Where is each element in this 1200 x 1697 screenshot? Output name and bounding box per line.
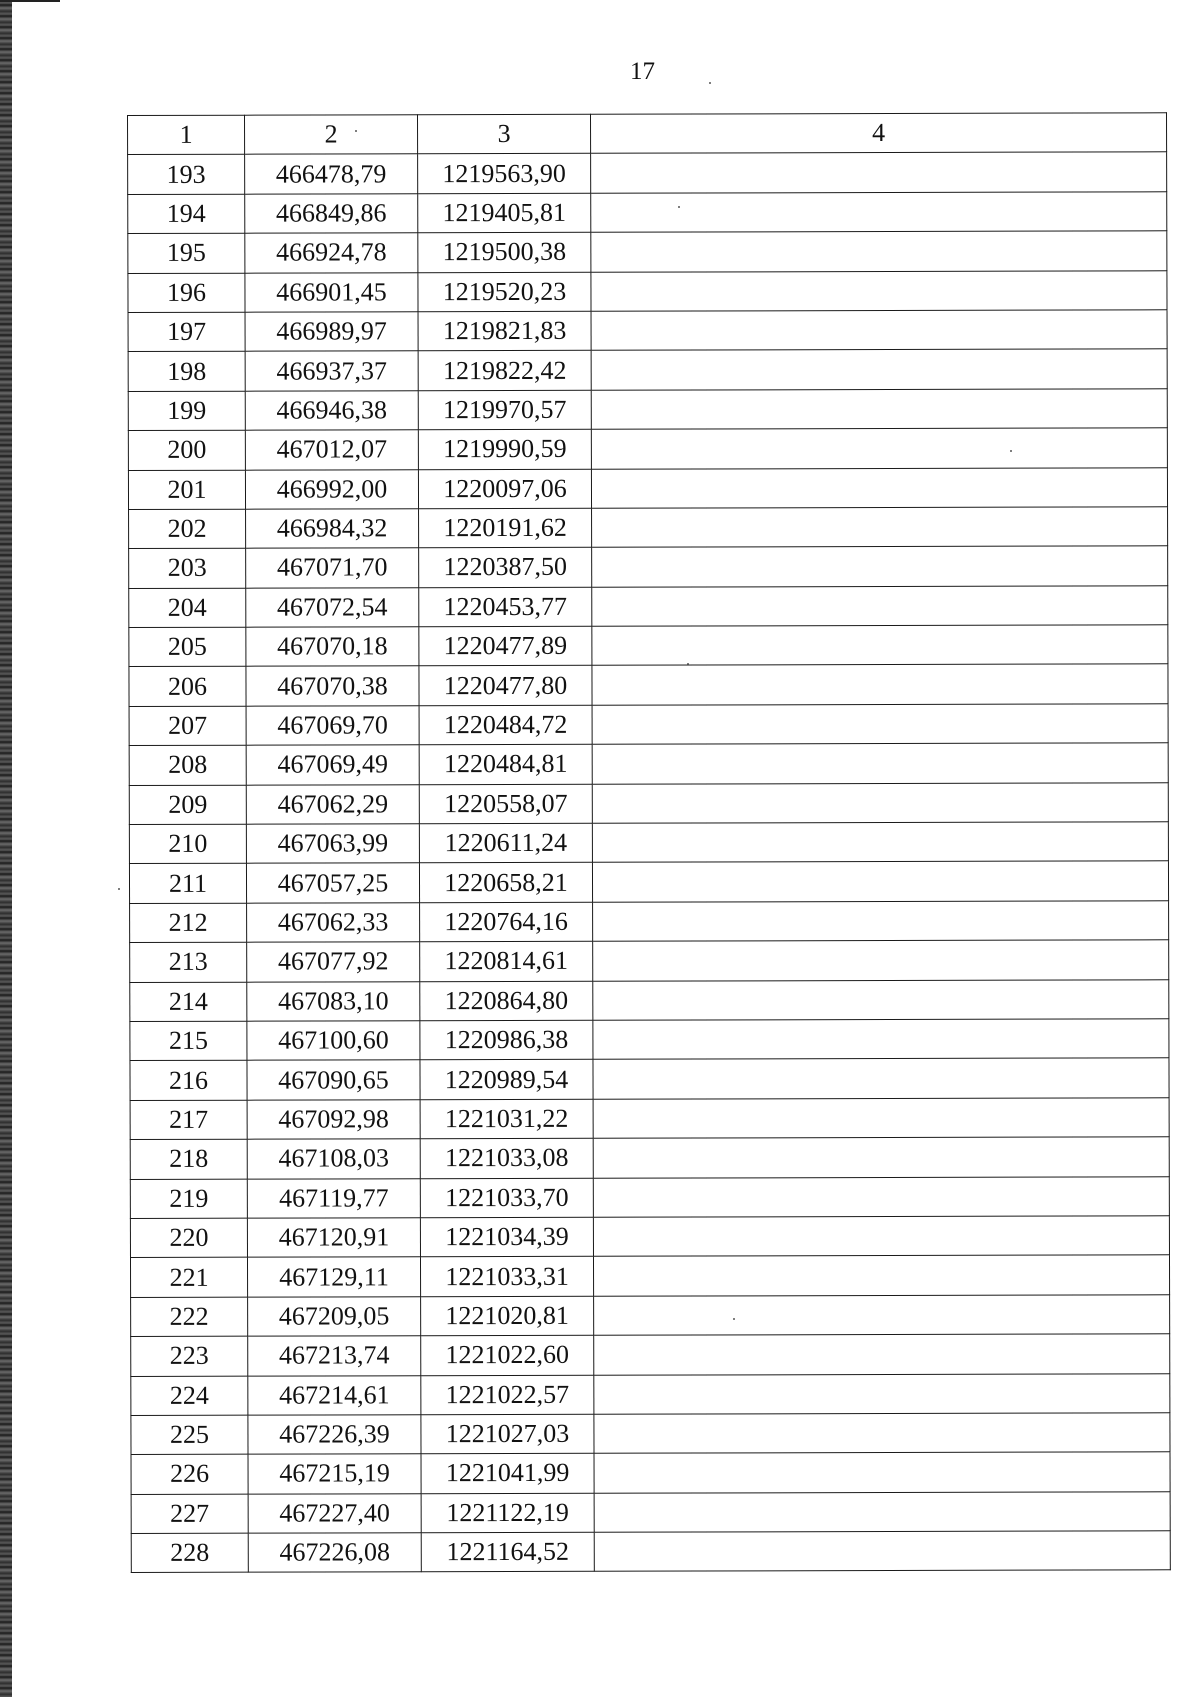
header-col-3: 3 bbox=[418, 114, 591, 154]
y-coordinate-cell: 1220453,77 bbox=[419, 587, 592, 627]
y-coordinate-cell: 1219520,23 bbox=[418, 272, 591, 312]
table-row bbox=[128, 310, 1167, 352]
y-coordinate-cell: 1220658,21 bbox=[419, 863, 592, 903]
table-row bbox=[130, 979, 1169, 1021]
point-number-cell: 196 bbox=[128, 273, 245, 313]
table-row bbox=[130, 1058, 1169, 1100]
point-number-cell: 198 bbox=[128, 352, 245, 392]
table-row bbox=[131, 1491, 1170, 1533]
point-number-cell: 203 bbox=[129, 548, 246, 588]
y-coordinate-cell: 1220477,80 bbox=[419, 666, 592, 706]
point-number-cell: 206 bbox=[129, 667, 246, 707]
table-row bbox=[131, 1413, 1170, 1455]
table-row bbox=[130, 1019, 1169, 1061]
y-coordinate-cell: 1219990,59 bbox=[418, 429, 591, 469]
scan-speck bbox=[678, 206, 680, 208]
note-cell bbox=[591, 467, 1167, 508]
y-coordinate-cell: 1221033,08 bbox=[420, 1138, 593, 1178]
point-number-cell: 222 bbox=[131, 1297, 248, 1337]
table-row bbox=[129, 625, 1168, 667]
point-number-cell: 210 bbox=[129, 824, 246, 864]
note-cell bbox=[594, 1452, 1170, 1493]
x-coordinate-cell: 467214,61 bbox=[248, 1375, 421, 1415]
point-number-cell: 208 bbox=[129, 745, 246, 785]
x-coordinate-cell: 466992,00 bbox=[245, 469, 418, 509]
point-number-cell: 220 bbox=[130, 1218, 247, 1258]
x-coordinate-cell: 467226,39 bbox=[248, 1415, 421, 1455]
note-cell bbox=[593, 940, 1169, 981]
x-coordinate-cell: 466849,86 bbox=[245, 194, 418, 234]
note-cell bbox=[592, 507, 1168, 548]
scan-speck bbox=[733, 1318, 735, 1320]
scan-binding-edge bbox=[0, 0, 12, 1697]
table-row bbox=[129, 585, 1168, 627]
point-number-cell: 213 bbox=[130, 942, 247, 982]
y-coordinate-cell: 1221022,57 bbox=[421, 1375, 594, 1415]
table-row bbox=[130, 1176, 1169, 1218]
table-row bbox=[128, 467, 1167, 509]
y-coordinate-cell: 1220191,62 bbox=[419, 508, 592, 548]
x-coordinate-cell: 467227,40 bbox=[248, 1493, 421, 1533]
x-coordinate-cell: 467069,49 bbox=[246, 745, 419, 785]
y-coordinate-cell: 1220989,54 bbox=[420, 1060, 593, 1100]
point-number-cell: 217 bbox=[130, 1100, 247, 1140]
x-coordinate-cell: 467090,65 bbox=[247, 1060, 420, 1100]
point-number-cell: 194 bbox=[128, 194, 245, 234]
point-number-cell: 219 bbox=[130, 1179, 247, 1219]
table-row bbox=[128, 152, 1167, 194]
y-coordinate-cell: 1220611,24 bbox=[419, 823, 592, 863]
note-cell bbox=[594, 1531, 1170, 1572]
note-cell bbox=[592, 704, 1168, 745]
x-coordinate-cell: 467071,70 bbox=[246, 548, 419, 588]
table-row bbox=[129, 743, 1168, 785]
note-cell bbox=[594, 1334, 1170, 1375]
scan-speck bbox=[1010, 450, 1012, 452]
note-cell bbox=[592, 743, 1168, 784]
x-coordinate-cell: 467062,29 bbox=[246, 784, 419, 824]
header-col-1: 1 bbox=[128, 115, 245, 155]
y-coordinate-cell: 1221034,39 bbox=[420, 1217, 593, 1257]
scan-speck bbox=[687, 663, 689, 665]
table-row bbox=[129, 704, 1168, 746]
table-header-row bbox=[128, 113, 1167, 155]
coordinates-table-body bbox=[128, 113, 1171, 1573]
y-coordinate-cell: 1220484,81 bbox=[419, 745, 592, 785]
note-cell bbox=[591, 428, 1167, 469]
point-number-cell: 214 bbox=[130, 982, 247, 1022]
note-cell bbox=[591, 270, 1167, 311]
note-cell bbox=[592, 625, 1168, 666]
point-number-cell: 200 bbox=[128, 430, 245, 470]
x-coordinate-cell: 467209,05 bbox=[248, 1296, 421, 1336]
x-coordinate-cell: 466984,32 bbox=[246, 509, 419, 549]
y-coordinate-cell: 1220986,38 bbox=[420, 1020, 593, 1060]
point-number-cell: 211 bbox=[129, 864, 246, 904]
table-row bbox=[129, 822, 1168, 864]
point-number-cell: 218 bbox=[130, 1139, 247, 1179]
note-cell bbox=[593, 1216, 1169, 1257]
point-number-cell: 193 bbox=[128, 155, 245, 195]
x-coordinate-cell: 467129,11 bbox=[247, 1257, 420, 1297]
point-number-cell: 225 bbox=[131, 1415, 248, 1455]
y-coordinate-cell: 1221164,52 bbox=[421, 1532, 594, 1572]
note-cell bbox=[593, 979, 1169, 1020]
y-coordinate-cell: 1219563,90 bbox=[418, 154, 591, 194]
y-coordinate-cell: 1220558,07 bbox=[419, 784, 592, 824]
table-row bbox=[128, 428, 1167, 470]
y-coordinate-cell: 1221033,31 bbox=[420, 1257, 593, 1297]
point-number-cell: 226 bbox=[131, 1454, 248, 1494]
table-row bbox=[130, 940, 1169, 982]
x-coordinate-cell: 467062,33 bbox=[247, 903, 420, 943]
note-cell bbox=[593, 901, 1169, 942]
x-coordinate-cell: 467070,18 bbox=[246, 627, 419, 667]
point-number-cell: 205 bbox=[129, 627, 246, 667]
x-coordinate-cell: 467012,07 bbox=[245, 430, 418, 470]
y-coordinate-cell: 1221122,19 bbox=[421, 1493, 594, 1533]
y-coordinate-cell: 1221027,03 bbox=[421, 1414, 594, 1454]
y-coordinate-cell: 1219970,57 bbox=[418, 390, 591, 430]
header-col-4: 4 bbox=[590, 113, 1166, 154]
y-coordinate-cell: 1219821,83 bbox=[418, 311, 591, 351]
x-coordinate-cell: 467108,03 bbox=[247, 1139, 420, 1179]
point-number-cell: 207 bbox=[129, 706, 246, 746]
x-coordinate-cell: 467069,70 bbox=[246, 706, 419, 746]
table-row bbox=[131, 1373, 1170, 1415]
point-number-cell: 215 bbox=[130, 1021, 247, 1061]
table-row bbox=[130, 1098, 1169, 1140]
x-coordinate-cell: 467215,19 bbox=[248, 1454, 421, 1494]
table-row bbox=[131, 1531, 1170, 1573]
table-row bbox=[130, 1137, 1169, 1179]
point-number-cell: 202 bbox=[129, 509, 246, 549]
x-coordinate-cell: 466989,97 bbox=[245, 312, 418, 352]
table-row bbox=[131, 1334, 1170, 1376]
x-coordinate-cell: 467092,98 bbox=[247, 1100, 420, 1140]
x-coordinate-cell: 466937,37 bbox=[245, 351, 418, 391]
x-coordinate-cell: 467120,91 bbox=[247, 1218, 420, 1258]
header-col-2: 2 bbox=[245, 115, 418, 155]
x-coordinate-cell: 466924,78 bbox=[245, 233, 418, 273]
note-cell bbox=[592, 585, 1168, 626]
scan-top-rule bbox=[0, 0, 60, 2]
note-cell bbox=[591, 349, 1167, 390]
y-coordinate-cell: 1221020,81 bbox=[421, 1296, 594, 1336]
table-row bbox=[128, 389, 1167, 431]
note-cell bbox=[593, 1255, 1169, 1296]
y-coordinate-cell: 1219822,42 bbox=[418, 351, 591, 391]
point-number-cell: 197 bbox=[128, 312, 245, 352]
point-number-cell: 227 bbox=[131, 1494, 248, 1534]
point-number-cell: 223 bbox=[131, 1336, 248, 1376]
point-number-cell: 209 bbox=[129, 785, 246, 825]
x-coordinate-cell: 467077,92 bbox=[247, 942, 420, 982]
table-row bbox=[131, 1294, 1170, 1336]
y-coordinate-cell: 1221031,22 bbox=[420, 1099, 593, 1139]
x-coordinate-cell: 466946,38 bbox=[245, 390, 418, 430]
scan-speck bbox=[355, 130, 357, 132]
note-cell bbox=[594, 1491, 1170, 1532]
y-coordinate-cell: 1221033,70 bbox=[420, 1178, 593, 1218]
x-coordinate-cell: 467226,08 bbox=[248, 1533, 421, 1573]
table-row bbox=[130, 1216, 1169, 1258]
y-coordinate-cell: 1221041,99 bbox=[421, 1454, 594, 1494]
note-cell bbox=[591, 231, 1167, 272]
note-cell bbox=[591, 310, 1167, 351]
point-number-cell: 221 bbox=[130, 1258, 247, 1298]
x-coordinate-cell: 467070,38 bbox=[246, 666, 419, 706]
note-cell bbox=[594, 1294, 1170, 1335]
scan-speck bbox=[118, 888, 120, 890]
y-coordinate-cell: 1219405,81 bbox=[418, 193, 591, 233]
table-row bbox=[129, 861, 1168, 903]
point-number-cell: 228 bbox=[131, 1533, 248, 1573]
table-row bbox=[128, 270, 1167, 312]
point-number-cell: 199 bbox=[128, 391, 245, 431]
note-cell bbox=[594, 1413, 1170, 1454]
coordinates-table bbox=[127, 112, 1171, 1573]
x-coordinate-cell: 467119,77 bbox=[247, 1178, 420, 1218]
table-row bbox=[129, 782, 1168, 824]
table-row bbox=[128, 231, 1167, 273]
y-coordinate-cell: 1220764,16 bbox=[420, 902, 593, 942]
note-cell bbox=[591, 192, 1167, 233]
point-number-cell: 224 bbox=[131, 1376, 248, 1416]
note-cell bbox=[593, 1176, 1169, 1217]
table-row bbox=[129, 664, 1168, 706]
y-coordinate-cell: 1220097,06 bbox=[418, 469, 591, 509]
point-number-cell: 195 bbox=[128, 233, 245, 273]
note-cell bbox=[592, 822, 1168, 863]
point-number-cell: 212 bbox=[130, 903, 247, 943]
table-row bbox=[131, 1452, 1170, 1494]
note-cell bbox=[594, 1373, 1170, 1414]
point-number-cell: 216 bbox=[130, 1061, 247, 1101]
point-number-cell: 204 bbox=[129, 588, 246, 628]
note-cell bbox=[591, 389, 1167, 430]
x-coordinate-cell: 466901,45 bbox=[245, 272, 418, 312]
note-cell bbox=[592, 664, 1168, 705]
note-cell bbox=[592, 861, 1168, 902]
note-cell bbox=[591, 152, 1167, 193]
x-coordinate-cell: 466478,79 bbox=[245, 154, 418, 194]
table-row bbox=[128, 349, 1167, 391]
note-cell bbox=[593, 1058, 1169, 1099]
table-row bbox=[129, 507, 1168, 549]
table-row bbox=[129, 546, 1168, 588]
y-coordinate-cell: 1221022,60 bbox=[421, 1335, 594, 1375]
table-row bbox=[128, 192, 1167, 234]
y-coordinate-cell: 1220387,50 bbox=[419, 548, 592, 588]
y-coordinate-cell: 1220484,72 bbox=[419, 705, 592, 745]
y-coordinate-cell: 1220864,80 bbox=[420, 981, 593, 1021]
x-coordinate-cell: 467063,99 bbox=[246, 824, 419, 864]
scan-speck bbox=[709, 82, 711, 84]
note-cell bbox=[593, 1098, 1169, 1139]
x-coordinate-cell: 467083,10 bbox=[247, 981, 420, 1021]
x-coordinate-cell: 467072,54 bbox=[246, 587, 419, 627]
x-coordinate-cell: 467100,60 bbox=[247, 1021, 420, 1061]
note-cell bbox=[593, 1019, 1169, 1060]
point-number-cell: 201 bbox=[128, 470, 245, 510]
y-coordinate-cell: 1220814,61 bbox=[420, 941, 593, 981]
note-cell bbox=[592, 782, 1168, 823]
y-coordinate-cell: 1220477,89 bbox=[419, 626, 592, 666]
note-cell bbox=[593, 1137, 1169, 1178]
table-row bbox=[130, 1255, 1169, 1297]
x-coordinate-cell: 467057,25 bbox=[246, 863, 419, 903]
y-coordinate-cell: 1219500,38 bbox=[418, 232, 591, 272]
note-cell bbox=[592, 546, 1168, 587]
x-coordinate-cell: 467213,74 bbox=[248, 1336, 421, 1376]
table-row bbox=[130, 901, 1169, 943]
page-number: 17 bbox=[630, 58, 655, 85]
